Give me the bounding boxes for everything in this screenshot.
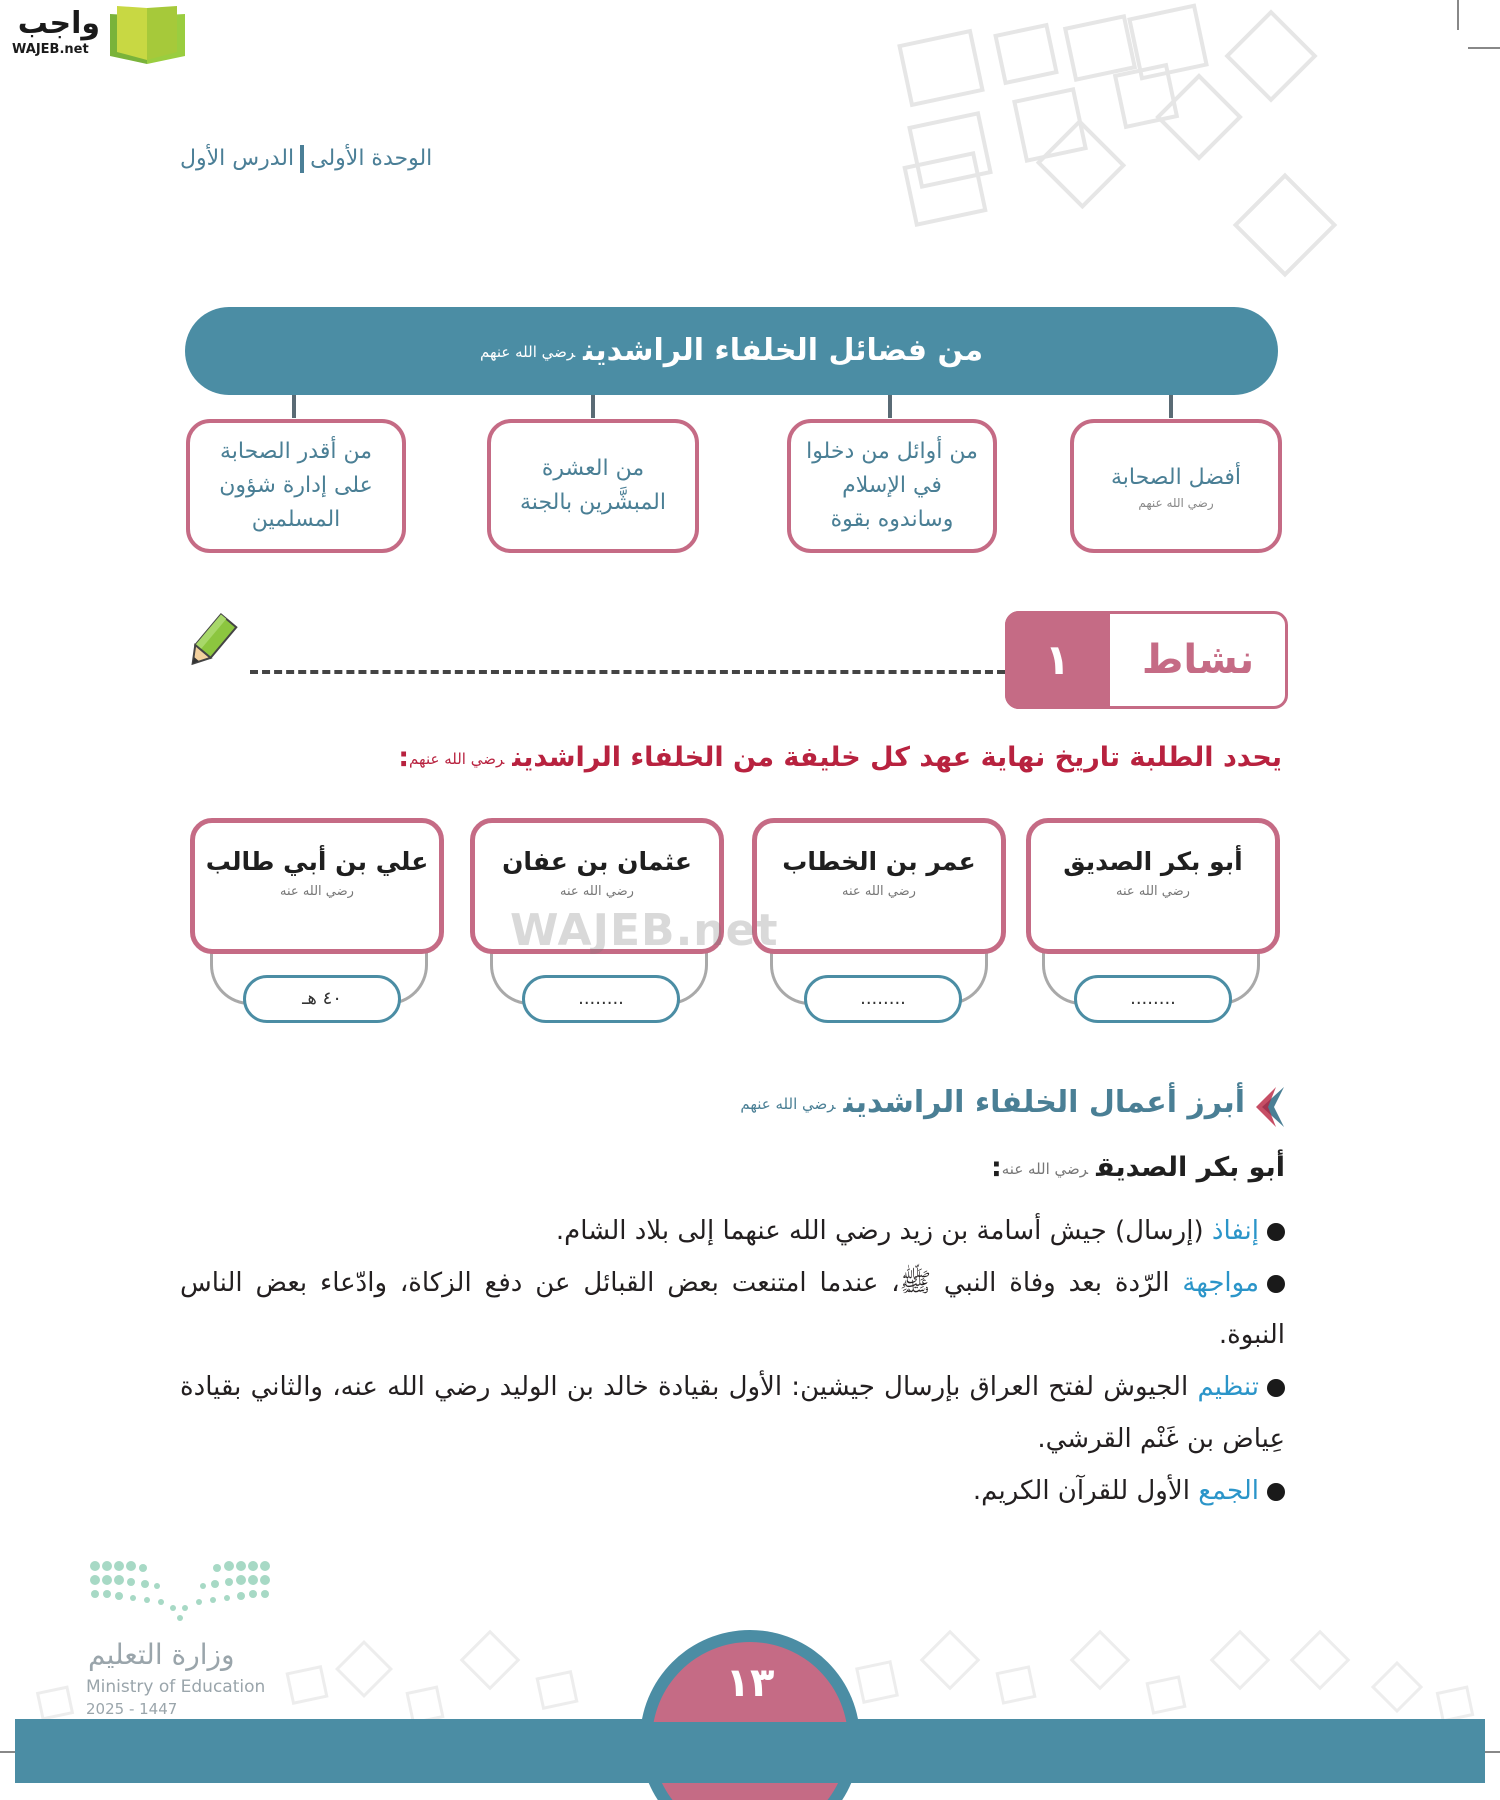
bullet-icon: [1267, 1379, 1285, 1397]
virtue-text: من أوائل من دخلوا في الإسلام وساندوه بقوة: [806, 439, 978, 532]
virtues-banner: [185, 307, 1278, 395]
ministry-name-ar: وزارة التعليم: [88, 1638, 235, 1671]
bullet-text: (إرسال) جيش أسامة بن زيد رضي الله عنهما إلى بلاد الشام.: [555, 1216, 1212, 1246]
bullet-icon: [1267, 1275, 1285, 1293]
list-item: [180, 1465, 1285, 1517]
lesson-label: الدرس الأول: [180, 146, 295, 171]
banner-title: من فضائل الخلفاء الراشدين: [583, 333, 984, 368]
subtitle-honorific: رضي الله عنه: [1001, 1159, 1089, 1178]
section-title-text: أبرز أعمال الخلفاء الراشدين: [843, 1085, 1245, 1120]
caliph-name: علي بن أبي طالب: [205, 847, 429, 876]
caliph-card: [1026, 818, 1280, 954]
connector-line: [591, 395, 595, 418]
book-logo-icon: [105, 4, 190, 66]
chevron-left-icon: [1256, 1085, 1286, 1129]
virtue-text: من العشرة المبشَّرين بالجنة: [520, 456, 666, 515]
ministry-logo-icon: [85, 1558, 275, 1628]
bullet-keyword: إنفاذ: [1211, 1216, 1259, 1246]
date-field[interactable]: ........: [1074, 975, 1232, 1023]
logo-text: واجب: [17, 6, 100, 41]
connector-line: [888, 395, 892, 418]
dashed-line: [250, 670, 1005, 674]
ministry-year: 2025 - 1447: [86, 1700, 178, 1718]
list-item: [180, 1361, 1285, 1465]
virtue-card: [487, 419, 699, 553]
caliph-honorific: رضي الله عنه: [842, 884, 916, 899]
list-item: [180, 1205, 1285, 1257]
subtitle-text: أبو بكر الصديق: [1096, 1152, 1285, 1183]
breadcrumb-separator: [300, 145, 304, 173]
connector-line: [292, 395, 296, 418]
caliph-name: عمر بن الخطاب: [782, 847, 976, 876]
date-field[interactable]: ٤٠ هـ: [243, 975, 401, 1023]
connector-line: [1169, 395, 1173, 418]
banner-honorific: رضي الله عنهم: [479, 342, 576, 361]
virtue-honorific: رضي الله عنهم: [1138, 496, 1214, 510]
virtue-card: [1070, 419, 1282, 553]
list-item: [180, 1257, 1285, 1361]
section-honorific: رضي الله عنهم: [740, 1094, 836, 1113]
ministry-name-en: Ministry of Education: [86, 1677, 266, 1697]
caliph-honorific: رضي الله عنه: [560, 884, 634, 899]
instruction-colon: :: [398, 742, 410, 773]
bullet-keyword: الجمع: [1198, 1476, 1259, 1506]
activity-number: ١: [1005, 611, 1110, 709]
watermark: WAJEB.net: [510, 905, 779, 956]
virtue-text: أفضل الصحابة: [1110, 465, 1242, 490]
page-number: ١٣: [725, 1660, 775, 1706]
caliph-name: أبو بكر الصديق: [1063, 847, 1243, 876]
virtue-text: من أقدر الصحابة على إدارة شؤون المسلمين: [219, 439, 373, 532]
subtitle-colon: :: [990, 1152, 1002, 1183]
caliph-name: عثمان بن عفان: [502, 847, 692, 876]
caliph-honorific: رضي الله عنه: [1116, 884, 1190, 899]
bullet-icon: [1267, 1483, 1285, 1501]
caliph-card: [752, 818, 1006, 954]
bullet-keyword: تنظيم: [1197, 1372, 1259, 1402]
breadcrumb: [180, 145, 432, 173]
activity-instruction: [398, 742, 1282, 773]
instruction-text: يحدد الطلبة تاريخ نهاية عهد كل خليفة من الخلفاء الراشدين: [512, 742, 1282, 773]
instruction-honorific: رضي الله عنهم: [409, 749, 505, 768]
pencil-icon: [180, 612, 240, 674]
bullet-icon: [1267, 1223, 1285, 1241]
caliph-honorific: رضي الله عنه: [280, 884, 354, 899]
date-field[interactable]: ........: [804, 975, 962, 1023]
caliph-subtitle: [991, 1152, 1285, 1183]
bullet-text: الرّدة بعد وفاة النبي ﷺ، عندما امتنعت بعض القبائل عن دفع الزكاة، وادّعاء بعض الناس النبوة.: [180, 1268, 1285, 1350]
date-field[interactable]: ........: [522, 975, 680, 1023]
bullet-keyword: مواجهة: [1182, 1268, 1259, 1298]
unit-label: الوحدة الأولى: [310, 146, 433, 171]
activity-label: نشاط: [1141, 637, 1255, 683]
virtue-card: [186, 419, 406, 553]
logo-subtext: WAJEB.net: [12, 42, 89, 57]
section-title: [740, 1085, 1245, 1120]
bullet-text: الجيوش لفتح العراق بإرسال جيشين: الأول بقيادة خالد بن الوليد رضي الله عنه، والثاني بقيادة عِياض بن غَنْم القرشي.: [180, 1372, 1285, 1454]
works-list: [180, 1205, 1285, 1517]
bullet-text: الأول للقرآن الكريم.: [972, 1476, 1199, 1506]
caliph-card: [190, 818, 444, 954]
virtue-card: [787, 419, 997, 553]
